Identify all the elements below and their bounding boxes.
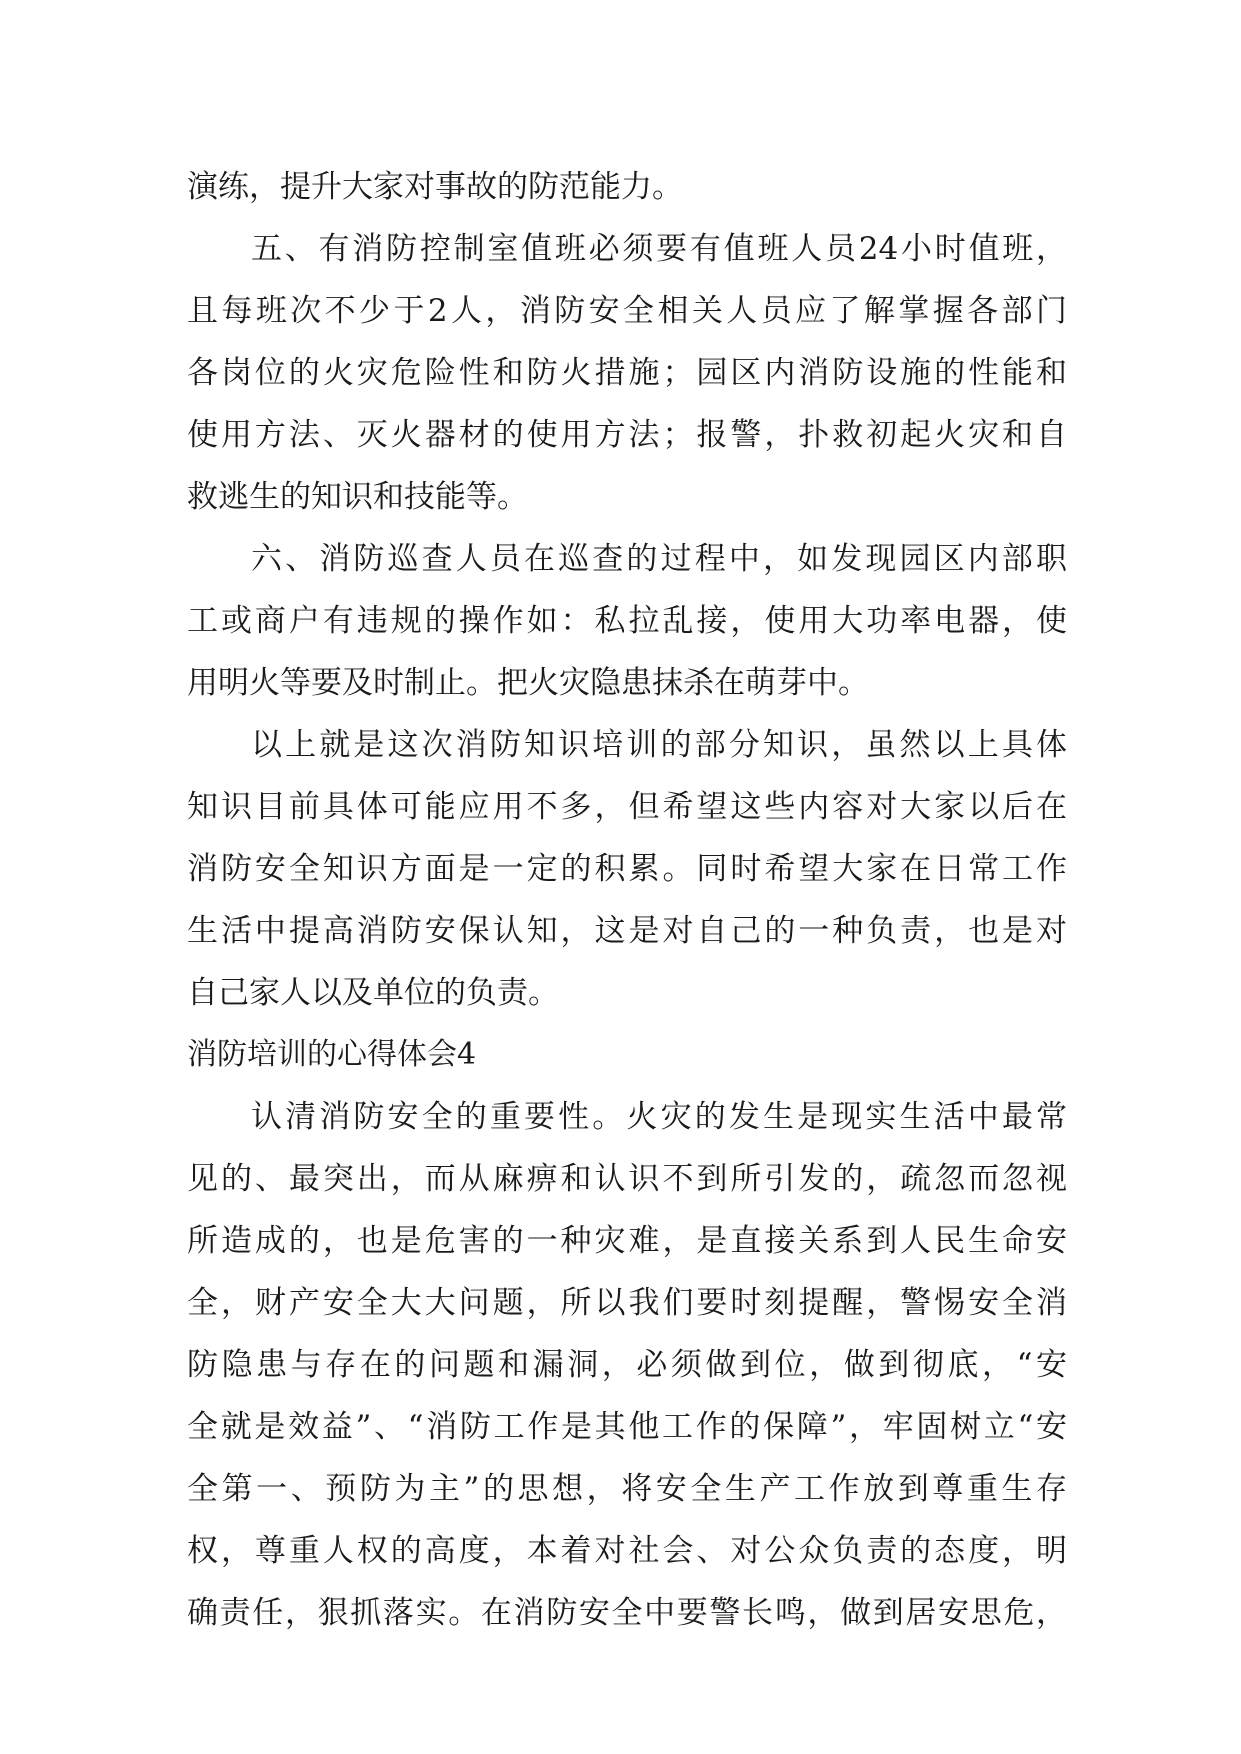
text-line: 知识目前具体可能应用不多，但希望这些内容对大家以后在 bbox=[187, 789, 1067, 825]
text-line: 各岗位的火灾危险性和防火措施；园区内消防设施的性能和 bbox=[187, 355, 1067, 391]
text-line: 全就是效益”、“消防工作是其他工作的保障”，牢固树立“安 bbox=[187, 1409, 1067, 1445]
paragraph-first-line: 认清消防安全的重要性。火灾的发生是现实生活中最常 bbox=[251, 1099, 1067, 1135]
text-line: 使用方法、灭火器材的使用方法；报警，扑救初起火灾和自 bbox=[187, 417, 1067, 453]
text-line: 自己家人以及单位的负责。 bbox=[187, 975, 559, 1011]
paragraph-first-line: 六、消防巡查人员在巡查的过程中，如发现园区内部职 bbox=[251, 541, 1067, 577]
text-line: 生活中提高消防安保认知，这是对自己的一种负责，也是对 bbox=[187, 913, 1067, 949]
text-line: 全，财产安全大大问题，所以我们要时刻提醒，警惕安全消 bbox=[187, 1285, 1067, 1321]
paragraph-first-line: 以上就是这次消防知识培训的部分知识，虽然以上具体 bbox=[251, 727, 1067, 763]
text-line: 全第一、预防为主”的思想，将安全生产工作放到尊重生存 bbox=[187, 1471, 1067, 1507]
text-line: 所造成的，也是危害的一种灾难，是直接关系到人民生命安 bbox=[187, 1223, 1067, 1259]
text-line: 救逃生的知识和技能等。 bbox=[187, 479, 528, 515]
text-line: 确责任，狠抓落实。在消防安全中要警长鸣，做到居安思危， bbox=[187, 1595, 1067, 1631]
text-line: 防隐患与存在的问题和漏洞，必须做到位，做到彻底，“安 bbox=[187, 1347, 1067, 1383]
text-line: 且每班次不少于2人，消防安全相关人员应了解掌握各部门 bbox=[187, 293, 1067, 329]
text-line: 工或商户有违规的操作如：私拉乱接，使用大功率电器，使 bbox=[187, 603, 1067, 639]
text-line: 消防安全知识方面是一定的积累。同时希望大家在日常工作 bbox=[187, 851, 1067, 887]
section-heading: 消防培训的心得体会4 bbox=[187, 1037, 477, 1072]
text-line: 权，尊重人权的高度，本着对社会、对公众负责的态度，明 bbox=[187, 1533, 1067, 1569]
text-line: 演练，提升大家对事故的防范能力。 bbox=[187, 169, 683, 205]
text-line: 用明火等要及时制止。把火灾隐患抹杀在萌芽中。 bbox=[187, 665, 869, 701]
paragraph-first-line: 五、有消防控制室值班必须要有值班人员24小时值班， bbox=[251, 231, 1067, 267]
text-line: 见的、最突出，而从麻痹和认识不到所引发的，疏忽而忽视 bbox=[187, 1161, 1067, 1197]
